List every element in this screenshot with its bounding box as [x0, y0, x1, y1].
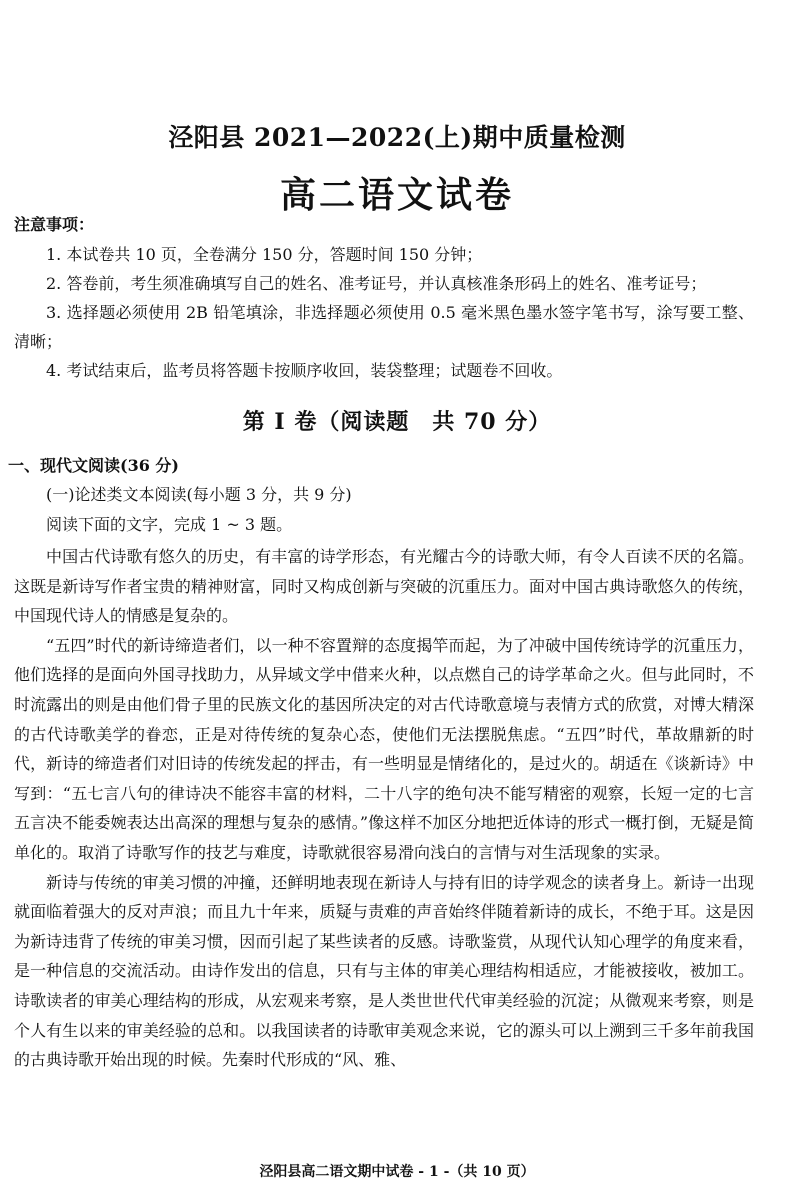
page-footer: 泾阳县高二语文期中试卷 - 1 -（共 10 页） [259, 1164, 535, 1180]
part-heading: 一、现代文阅读(36 分) [8, 456, 179, 475]
exam-subtitle: 高二语文试卷 [279, 174, 514, 216]
article-paragraph: 新诗与传统的审美习惯的冲撞，还鲜明地表现在新诗人与持有旧的诗学观念的读者身上。新诗一出现就面临着强大的反对声浪；而且九十年来，质疑与责难的声音始终伴随着新诗的成长，不绝于耳。这是因为新诗违背了传统的审美习惯，因而引起了某些读者的反感。诗歌鉴赏，从现代认知心理学的角度来看，是一种信息的交流活动。由诗作发出的信息，只有与主体的审美心理结构相适应，才能被接收，被加工。诗歌读者的审美心理结构的形成，从宏观来考察，是人类世世代代审美经验的沉淀；从微观来考察，则是个人有生以来的审美经验的总和。以我国读者的诗歌审美观念来说，它的源头可以上溯到三千多年前我国的古典诗歌开始出现的时候。先秦时代形成的“风、雅、 [14, 872, 754, 1070]
reading-article [14, 542, 754, 1075]
notice-heading: 注意事项： [14, 215, 95, 234]
article-paragraph: 中国古代诗歌有悠久的历史，有丰富的诗学形态，有光耀古今的诗歌大师，有令人百读不厌的名篇。这既是新诗写作者宝贵的精神财富，同时又构成创新与突破的沉重压力。面对中国古典诗歌悠久的传统，中国现代诗人的情感是复杂的。 [14, 547, 754, 626]
sub-heading: (一)论述类文本阅读(每小题 3 分，共 9 分) [46, 485, 352, 504]
notice-item: 2. 答卷前，考生须准确填写自己的姓名、准考证号，并认真核准条形码上的姓名、准考证号； [46, 274, 707, 293]
section-title: 第 I 卷（阅读题 共 70 分） [242, 409, 552, 435]
notice-item: 1. 本试卷共 10 页，全卷满分 150 分，答题时间 150 分钟； [46, 245, 483, 264]
notice-item: 4. 考试结束后，监考员将答题卡按顺序收回，装袋整理；试题卷不回收。 [46, 361, 563, 380]
exam-title: 泾阳县 2021—2022(上)期中质量检测 [168, 123, 626, 152]
notice-list [14, 240, 754, 385]
article-paragraph: “五四”时代的新诗缔造者们，以一种不容置辩的态度揭竿而起，为了冲破中国传统诗学的沉重压力，他们选择的是面向外国寻找助力，从异域文学中借来火种，以点燃自己的诗学革命之火。但与此同时，不时流露出的则是由他们骨子里的民族文化的基因所决定的对古代诗歌意境与表情方式的欣赏，对博大精深的古代诗歌美学的眷恋，正是对待传统的复杂心态，使他们无法摆脱焦虑。“五四”时代，革故鼎新的时代，新诗的缔造者们对旧诗的传统发起的抨击，有一些明显是情绪化的，是过火的。胡适在《谈新诗》中写到：“五七言八句的律诗决不能容丰富的材料，二十八字的绝句决不能写精密的观察，长短一定的七言五言决不能委婉表达出高深的理想与复杂的感情。”像这样不加区分地把近体诗的形式一概打倒，无疑是简单化的。取消了诗歌写作的技艺与难度，诗歌就很容易滑向浅白的言情与对生活现象的实录。 [14, 635, 754, 862]
notice-item: 3. 选择题必须使用 2B 铅笔填涂，非选择题必须使用 0.5 毫米黑色墨水签字笔书写，涂写要工整、清晰； [14, 303, 754, 351]
reading-instruction: 阅读下面的文字，完成 1 ~ 3 题。 [46, 515, 293, 534]
